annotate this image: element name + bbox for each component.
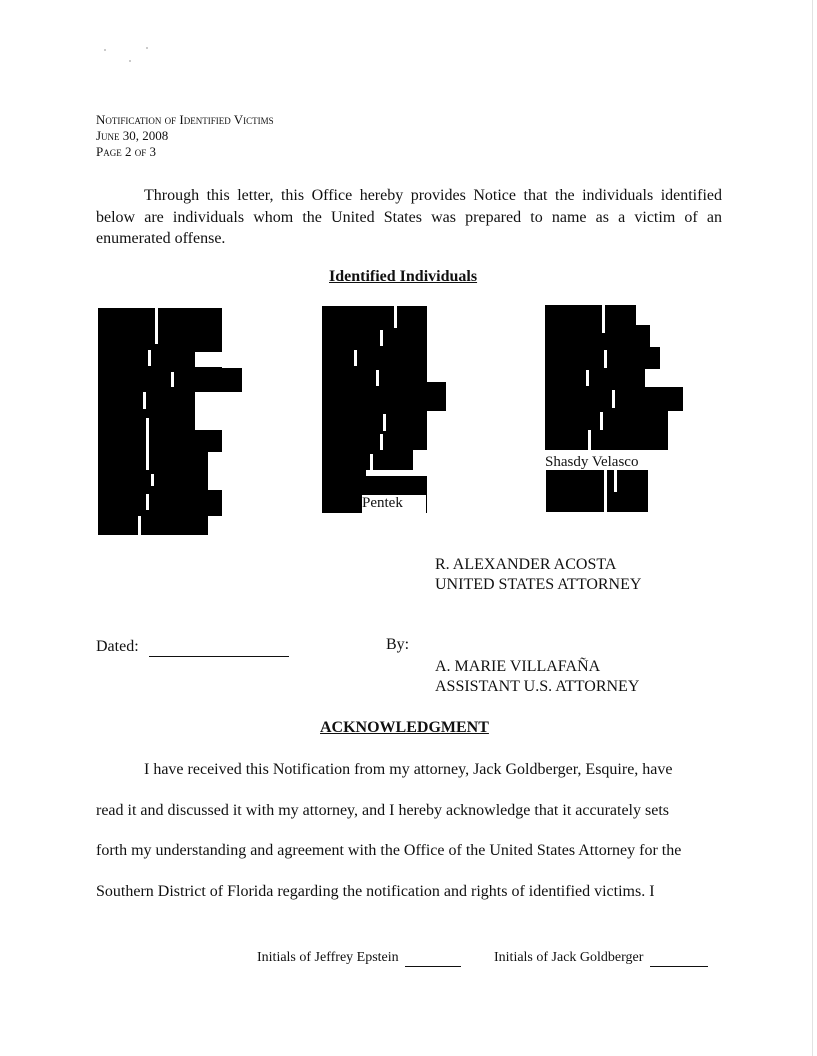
redaction-block: [546, 470, 648, 512]
scan-speck: [146, 47, 148, 49]
dated-label: Dated:: [96, 638, 139, 655]
acknowledgment-line-4: Southern District of Florida regarding the notification and rights of identified victims. I: [96, 883, 655, 900]
redaction-gap: [604, 350, 607, 368]
redaction-gap: [600, 412, 603, 430]
header-page: Page 2 of 3: [96, 144, 156, 159]
redaction-gap: [354, 350, 357, 366]
redaction-gap: [208, 516, 228, 535]
redaction-gap: [171, 372, 174, 387]
acknowledgment-line-3: forth my understanding and agreement with the Office of the United States Attorney for the: [96, 842, 682, 859]
by-label: By:: [386, 636, 410, 653]
redaction-block: [180, 368, 242, 392]
redaction-gap: [636, 305, 668, 325]
redaction-gap: [195, 352, 222, 367]
header-title: Notification of Identified Victims: [96, 112, 274, 127]
redaction-gap: [427, 330, 447, 382]
intro-paragraph: Through this letter, this Office hereby provides Notice that the individuals identified below are individuals whom the United States was prepared to name as a victim of an enumerated offense.: [96, 187, 722, 247]
redaction-gap: [380, 434, 383, 450]
dated-field: [96, 638, 289, 657]
redacted-name-label-velasco: Shasdy Velasco: [545, 454, 665, 470]
acknowledgment-line-2: read it and discussed it with my attorney, and I hereby acknowledge that it accurately sets: [96, 802, 669, 819]
scan-speck: [129, 60, 131, 62]
initials-goldberger: [494, 950, 708, 967]
initials-goldberger-label: Initials of Jack Goldberger: [494, 950, 644, 965]
redaction-gap: [612, 390, 615, 408]
redaction-gap: [138, 516, 141, 535]
redaction-gap: [208, 452, 222, 490]
redaction-gap: [380, 330, 383, 346]
redaction-gap: [394, 306, 397, 328]
initials-goldberger-line: [650, 950, 708, 967]
us-attorney-name: R. ALEXANDER ACOSTA: [435, 556, 617, 573]
redaction-gap: [143, 392, 146, 409]
redaction-gap: [660, 347, 668, 369]
acknowledgment-line-1: I have received this Notification from my attorney, Jack Goldberger, Esquire, have: [144, 761, 673, 778]
redaction-gap: [604, 470, 607, 512]
dated-signature-line: [149, 638, 289, 657]
acknowledgment-title: ACKNOWLEDGMENT: [320, 719, 489, 736]
redaction-gap: [668, 411, 683, 450]
redaction-gap: [650, 325, 668, 347]
redaction-gap: [366, 470, 427, 476]
scan-speck: [104, 49, 106, 51]
redaction-gap: [195, 392, 222, 430]
redaction-gap: [151, 474, 154, 486]
redaction-gap: [602, 305, 605, 333]
ausa-name: A. MARIE VILLAFAÑA: [435, 658, 601, 675]
redaction-gap: [148, 350, 151, 366]
redaction-gap: [376, 370, 379, 386]
redaction-block: [180, 490, 217, 516]
redaction-gap: [413, 450, 427, 470]
initials-epstein-label: Initials of Jeffrey Epstein: [257, 950, 399, 965]
redaction-gap: [155, 308, 158, 344]
redaction-gap: [614, 470, 617, 492]
redaction-gap: [588, 430, 591, 450]
redaction-gap: [645, 369, 683, 387]
initials-epstein: [257, 950, 461, 967]
page-edge: [812, 0, 813, 1056]
redaction-gap: [586, 370, 589, 386]
header-date: June 30, 2008: [96, 128, 169, 143]
redaction-gap: [146, 418, 149, 470]
initials-epstein-line: [405, 950, 461, 967]
redaction-gap: [383, 414, 386, 431]
ausa-title: ASSISTANT U.S. ATTORNEY: [435, 678, 640, 695]
redaction-block: [385, 382, 446, 411]
redaction-gap: [427, 411, 447, 471]
redaction-gap: [146, 494, 149, 510]
redaction-gap: [370, 454, 373, 470]
redacted-name-label-pentek: Pentek: [362, 495, 426, 513]
us-attorney-title: UNITED STATES ATTORNEY: [435, 576, 642, 593]
identified-individuals-title: Identified Individuals: [329, 268, 478, 285]
